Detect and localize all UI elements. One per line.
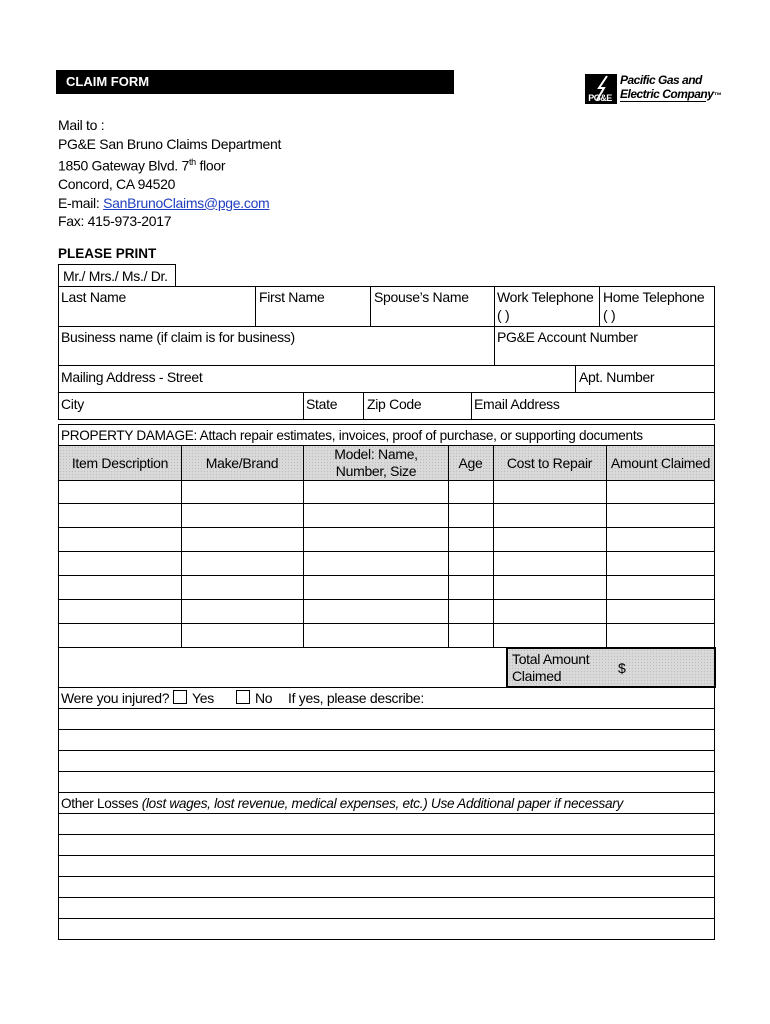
property-damage-heading: PROPERTY DAMAGE: Attach repair estimates, invoices, proof of purchase, or supporting documents: [61, 428, 643, 443]
mail-to-label: Mail to :: [58, 117, 105, 133]
description-line[interactable]: [58, 834, 715, 835]
zip-code-label: Zip Code: [367, 396, 422, 412]
salutation-label: Mr./ Mrs./ Ms./ Dr.: [63, 268, 168, 284]
table-row[interactable]: [58, 551, 715, 552]
mail-city: Concord, CA 94520: [58, 176, 176, 193]
form-title: CLAIM FORM: [66, 74, 150, 89]
spouse-name-label: Spouse’s Name: [374, 289, 469, 305]
col-divider: [606, 446, 607, 647]
col-divider: [181, 446, 182, 647]
injury-describe-label: If yes, please describe:: [288, 690, 424, 706]
description-line[interactable]: [58, 792, 715, 793]
other-losses-note: (lost wages, lost revenue, medical expenses, etc.) Use Additional paper if necessary: [141, 796, 624, 811]
col-divider: [303, 392, 304, 420]
description-line[interactable]: [58, 855, 715, 856]
col-divider: [448, 446, 449, 647]
mail-email: E-mail: SanBrunoClaims@pge.com: [58, 194, 270, 211]
please-print-label: PLEASE PRINT: [58, 246, 157, 261]
description-line[interactable]: [58, 708, 715, 709]
table-row[interactable]: [58, 599, 715, 600]
column-header: Make/Brand: [205, 455, 279, 471]
description-line[interactable]: [58, 897, 715, 898]
description-line[interactable]: [58, 750, 715, 751]
email-address-label: Email Address: [474, 396, 560, 412]
table-row[interactable]: [58, 575, 715, 576]
description-line[interactable]: [58, 729, 715, 730]
injured-question: Were you injured?: [61, 690, 170, 706]
row-divider: [58, 392, 715, 393]
last-name-label: Last Name: [61, 289, 126, 305]
col-divider: [471, 392, 472, 420]
mail-department: PG&E San Bruno Claims Department: [58, 135, 282, 152]
row-divider: [58, 687, 715, 688]
street-label: Mailing Address - Street: [61, 369, 203, 385]
injured-yes-label: Yes: [192, 690, 214, 706]
description-line[interactable]: [58, 813, 715, 814]
col-divider: [599, 286, 600, 326]
column-header: Amount Claimed: [610, 455, 711, 471]
col-divider: [303, 446, 304, 647]
column-header: Model: Name, Number, Size: [334, 446, 418, 479]
mail-fax: Fax: 415-973-2017: [58, 213, 172, 230]
mail-address-block: [58, 116, 281, 231]
company-name-line2: Electric Company: [620, 87, 714, 101]
work-telephone-area: ( ): [497, 307, 510, 323]
row-divider: [58, 365, 715, 366]
email-link[interactable]: SanBrunoClaims@pge.com: [103, 194, 270, 211]
row-divider: [58, 326, 715, 327]
state-label: State: [306, 396, 338, 412]
salutation-field[interactable]: [58, 264, 176, 287]
form-title-bar: [56, 70, 454, 94]
description-line[interactable]: [58, 918, 715, 919]
home-telephone-label: Home Telephone: [603, 289, 705, 305]
injured-no-checkbox[interactable]: [236, 690, 250, 704]
row-divider: [58, 480, 715, 481]
city-label: City: [61, 396, 84, 412]
company-name-line1: Pacific Gas and: [620, 73, 702, 87]
col-divider: [494, 286, 495, 365]
injured-no-label: No: [255, 690, 273, 706]
apt-number-label: Apt. Number: [579, 369, 655, 385]
description-line[interactable]: [58, 876, 715, 877]
mail-street: 1850 Gateway Blvd. 7th floor: [58, 157, 226, 174]
col-divider: [493, 446, 494, 647]
column-header: Item Description: [71, 455, 169, 471]
table-row[interactable]: [58, 503, 715, 504]
logo-mark: PG&E: [588, 93, 612, 103]
col-divider: [363, 392, 364, 420]
currency-symbol: $: [618, 660, 626, 676]
column-header: Age: [458, 455, 483, 471]
account-number-label: PG&E Account Number: [497, 329, 638, 345]
logo-rule: [620, 101, 706, 102]
first-name-label: First Name: [259, 289, 325, 305]
other-losses-label: Other Losses (lost wages, lost revenue, medical expenses, etc.) Use Additional paper if necessary: [61, 796, 624, 811]
description-line[interactable]: [58, 771, 715, 772]
home-telephone-area: ( ): [603, 307, 616, 323]
injured-yes-checkbox[interactable]: [173, 690, 187, 704]
total-amount-label: Total Amount Claimed: [512, 651, 590, 684]
col-divider: [370, 286, 371, 326]
col-divider: [575, 365, 576, 392]
column-header: Cost to Repair: [506, 455, 593, 471]
work-telephone-label: Work Telephone: [497, 289, 594, 305]
trademark-symbol: ™: [713, 91, 721, 100]
col-divider: [255, 286, 256, 326]
business-name-label: Business name (if claim is for business): [61, 329, 295, 345]
table-row[interactable]: [58, 527, 715, 528]
table-row[interactable]: [58, 623, 715, 624]
total-amount-input[interactable]: [634, 651, 710, 683]
company-name: [620, 73, 721, 103]
